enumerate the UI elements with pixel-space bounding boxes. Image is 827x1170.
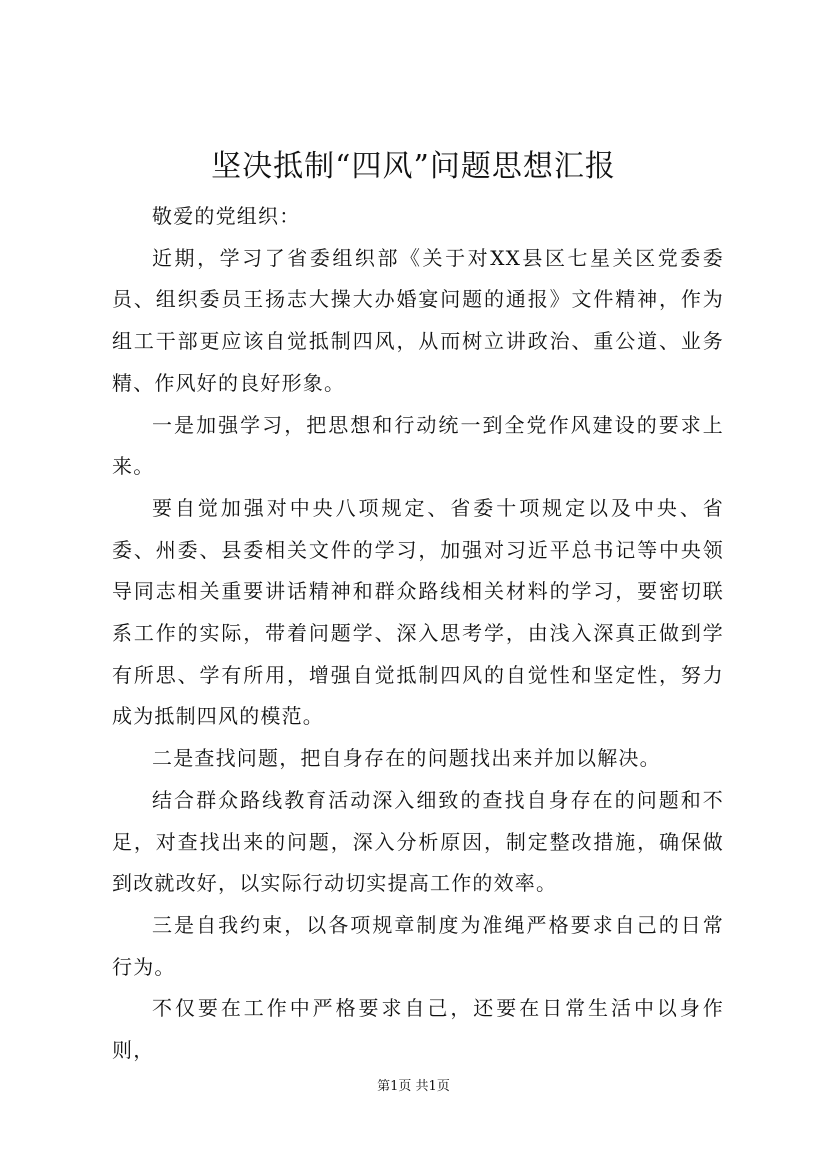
document-body bbox=[112, 196, 724, 1072]
paragraph: 一是加强学习，把思想和行动统一到全党作风建设的要求上来。 bbox=[112, 412, 724, 479]
paragraph: 二是查找问题，把自身存在的问题找出来并加以解决。 bbox=[152, 746, 661, 771]
paragraph: 不仅要在工作中严格要求自己，还要在日常生活中以身作则， bbox=[112, 996, 724, 1063]
page-footer: 第1页 共1页 bbox=[377, 1079, 450, 1094]
paragraph: 结合群众路线教育活动深入细致的查找自身存在的问题和不足，对查找出来的问题，深入分析原因，制定整改措施，确保做到改就改好，以实际行动切实提高工作的效率。 bbox=[112, 787, 724, 896]
paragraph: 近期，学习了省委组织部《关于对XX县区七星关区党委委员、组织委员王扬志大操大办婚宴问题的通报》文件精神，作为组工干部更应该自觉抵制四风，从而树立讲政治、重公道、业务精、作风好的良好形象。 bbox=[112, 245, 724, 395]
salutation: 敬爱的党组织： bbox=[152, 204, 301, 228]
document-title: 坚决抵制“四风”问题思想汇报 bbox=[211, 149, 616, 184]
paragraph: 要自觉加强对中央八项规定、省委十项规定以及中央、省委、州委、县委相关文件的学习，加强对习近平总书记等中央领导同志相关重要讲话精神和群众路线相关材料的学习，要密切联系工作的实际，带着问题学、深入思考学，由浅入深真正做到学有所思、学有所用，增强自觉抵制四风的自觉性和坚定性，努力成为抵制四风的模范。 bbox=[112, 495, 724, 729]
paragraph: 三是自我约束，以各项规章制度为准绳严格要求自己的日常行为。 bbox=[112, 912, 724, 979]
